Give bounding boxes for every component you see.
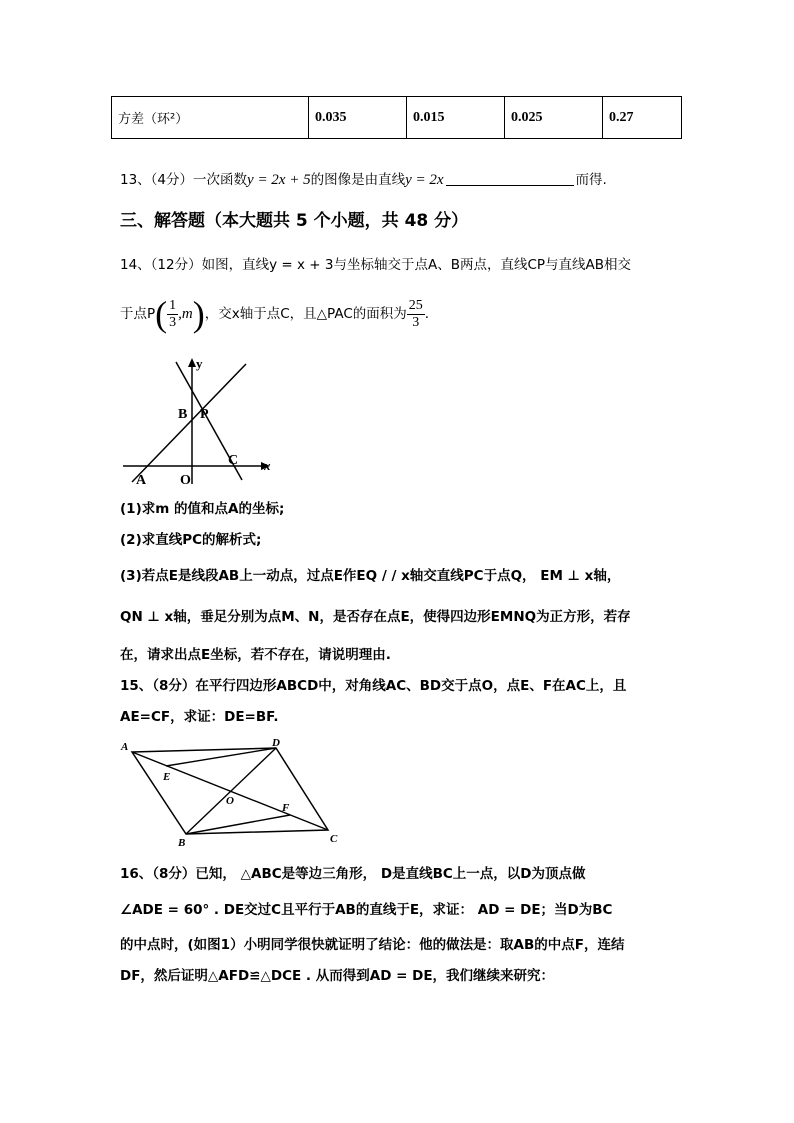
table-label-cell: 方差（环²） [112, 97, 309, 139]
y-axis-arrow [188, 358, 196, 367]
label-e: E [163, 771, 171, 783]
q16-line4: DF，然后证明△AFD≌△DCE . 从而得到AD = DE，我们继续来研究： [120, 968, 555, 984]
fraction-numerator: 25 [408, 297, 423, 313]
q14-part3-b: QN ⊥ x轴，垂足分别为点M、N，是否存在点E，使得四边形EMNQ为正方形，若存 [120, 609, 631, 625]
question-13 [120, 171, 607, 189]
table-cell: 0.27 [603, 97, 682, 139]
label-o: O [226, 795, 234, 807]
label-b: B [178, 407, 188, 422]
fraction-numerator: 1 [169, 297, 177, 313]
fraction-denominator: 3 [412, 314, 420, 330]
q13-expr2: y = 2x [405, 172, 444, 188]
coordinate-figure [118, 352, 278, 488]
label-f: F [282, 802, 290, 814]
q13-mid: 的图像是由直线 [310, 172, 406, 188]
q13-expr1: y = 2x + 5 [247, 172, 311, 188]
table-cell: 0.015 [407, 97, 505, 139]
label-c: C [330, 833, 338, 845]
fraction-denominator: 3 [169, 314, 177, 330]
q14-part1: (1)求m 的值和点A的坐标; [120, 501, 285, 517]
q13-number: 13、（4分）一次函数 [120, 172, 248, 188]
q14-line1: 14、（12分）如图，直线y = x + 3与坐标轴交于点A、B两点，直线CP与直线AB相交 [120, 257, 632, 273]
label-x: x [264, 458, 271, 473]
table-row [112, 97, 682, 139]
label-b: B [178, 837, 186, 848]
q14-line2-pre: 于点P [120, 306, 156, 322]
q14-part3-c: 在，请求出点E坐标，若不存在，请说明理由. [120, 647, 391, 663]
label-a: A [121, 741, 129, 753]
table-cell: 0.025 [505, 97, 603, 139]
variance-table [111, 96, 682, 139]
label-o: O [180, 473, 191, 488]
label-a: A [136, 473, 147, 488]
q14-m: ,m [178, 306, 193, 322]
q14-line2-post: ，交x轴于点C，且△PAC的面积为 [204, 306, 407, 322]
right-paren: ) [192, 294, 205, 334]
q13-end: 而得. [575, 172, 607, 188]
q15-line1: 15、（8分）在平行四边形ABCD中，对角线AC、BD交于点O，点E、F在AC上，且 [120, 678, 627, 694]
label-c: C [228, 453, 239, 468]
q15-line2: AE=CF，求证：DE=BF. [120, 709, 279, 725]
fraction-area [407, 298, 425, 331]
q14-part2: (2)求直线PC的解析式; [120, 532, 262, 548]
label-y: y [196, 356, 203, 371]
answer-blank [446, 171, 574, 186]
q16-line1: 16、（8分）已知， △ABC是等边三角形， D是直线BC上一点，以D为顶点做 [120, 866, 586, 882]
q16-line3: 的中点时，(如图1）小明同学很快就证明了结论：他的做法是：取AB的中点F，连结 [120, 937, 625, 953]
label-d: D [272, 738, 280, 749]
left-paren: ( [155, 294, 168, 334]
q14-line2-end: . [424, 306, 430, 322]
parallelogram-figure [118, 738, 348, 848]
q14-line2 [120, 293, 429, 335]
q14-part3-a: (3)若点E是线段AB上一动点，过点E作EQ / / x轴交直线PC于点Q， EM ⊥ x轴， [120, 568, 621, 584]
fraction-one-third [167, 298, 178, 331]
section-heading: 三、解答题（本大题共 5 个小题，共 48 分） [120, 211, 469, 231]
label-p: P [200, 407, 209, 422]
table-cell: 0.035 [309, 97, 407, 139]
q16-line2: ∠ADE = 60° . DE交过C且平行于AB的直线于E，求证： AD = DE；当D为BC [120, 902, 613, 918]
